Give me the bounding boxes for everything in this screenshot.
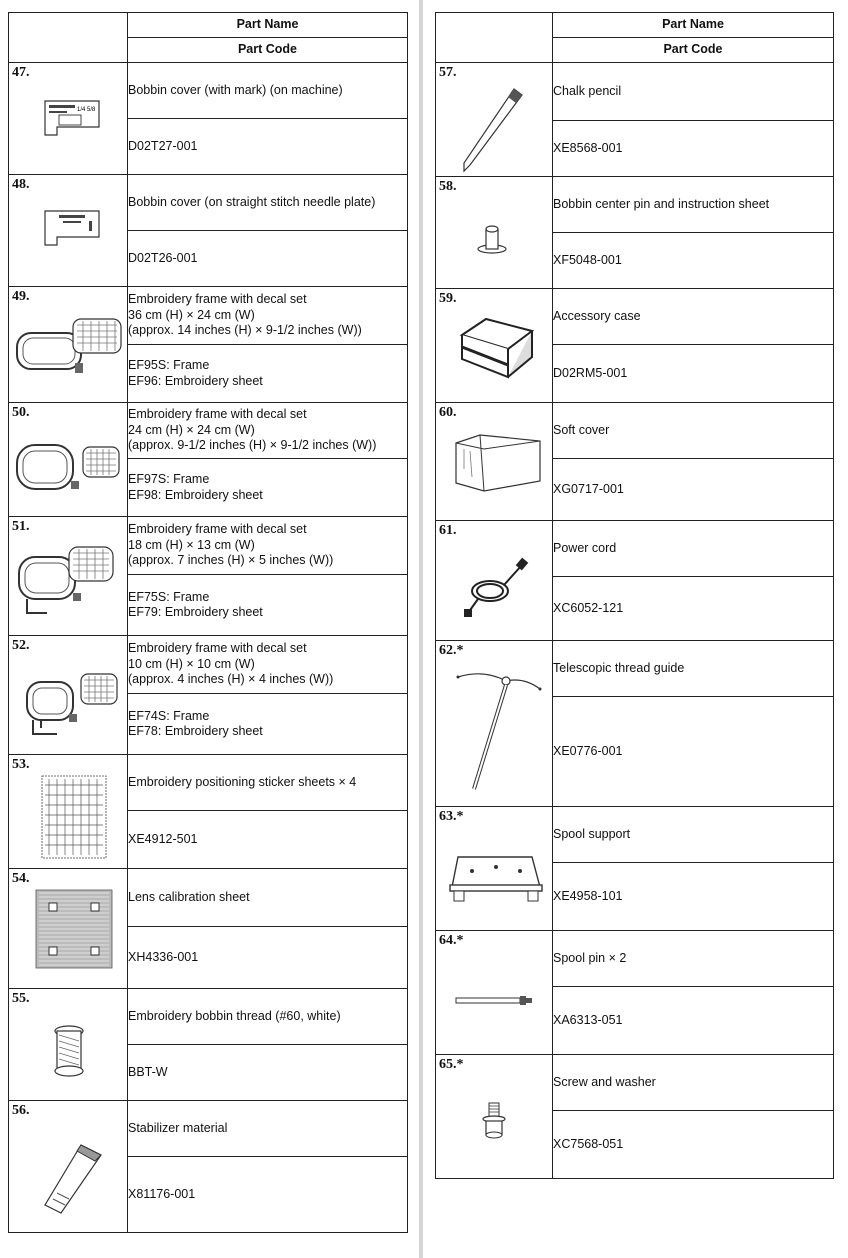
sticker-sheet-icon [41, 775, 107, 859]
spool-pin-icon [454, 993, 536, 1009]
part-name-line: Embroidery frame with decal set [128, 292, 307, 307]
item-number: 58. [439, 179, 457, 194]
item-number: 49. [12, 289, 30, 304]
bobbin-cover-mark-icon [37, 97, 107, 137]
part-code [128, 459, 408, 517]
soft-cover-icon [450, 429, 546, 499]
part-image-cell [9, 755, 128, 869]
part-code: XA6313-051 [553, 987, 834, 1055]
part-image-cell [9, 517, 128, 636]
part-name-header: Part Name [128, 13, 408, 38]
part-code-line: EF78: Embroidery sheet [128, 724, 263, 738]
accessory-case-icon [456, 313, 538, 387]
part-name [128, 636, 408, 694]
part-code-line: EF75S: Frame [128, 589, 210, 604]
item-number: 48. [12, 177, 30, 192]
part-name: Embroidery positioning sticker sheets × 4 [128, 755, 408, 811]
item-number: 55. [12, 991, 30, 1006]
part-name: Bobbin cover (with mark) (on machine) [128, 63, 408, 119]
part-image-cell [9, 287, 128, 403]
embroidery-frame-small-icon [17, 664, 125, 742]
part-code-header: Part Code [553, 38, 834, 63]
part-code-line: EF97S: Frame [128, 472, 210, 486]
part-code: D02T27-001 [128, 119, 408, 175]
item-number: 51. [12, 519, 30, 534]
part-name-line: (approx. 4 inches (H) × 4 inches (W)) [128, 672, 334, 687]
part-name-line: (approx. 9-1/2 inches (H) × 9-1/2 inches (W)) [128, 438, 377, 453]
part-image-cell [436, 289, 553, 403]
item-number: 60. [439, 405, 457, 420]
item-number: 56. [12, 1103, 30, 1118]
part-image-cell [436, 403, 553, 521]
item-number: 50. [12, 405, 30, 420]
thread-guide-icon [454, 667, 544, 797]
mark-label: 1/4 5/8 [77, 107, 96, 113]
stabilizer-tube-icon [37, 1139, 107, 1219]
part-name-line: (approx. 7 inches (H) × 5 inches (W)) [128, 553, 334, 568]
part-code [128, 694, 408, 755]
part-name-line: 36 cm (H) × 24 cm (W) [128, 307, 255, 322]
part-image-cell [436, 807, 553, 931]
part-code-line: EF79: Embroidery sheet [128, 605, 263, 619]
part-code-line: EF98: Embroidery sheet [128, 487, 263, 502]
part-image-cell [436, 177, 553, 289]
part-code-header: Part Code [128, 38, 408, 63]
part-name: Spool pin × 2 [553, 931, 834, 987]
part-name: Accessory case [553, 289, 834, 345]
part-code: XC7568-051 [553, 1111, 834, 1179]
part-name-line: (approx. 14 inches (H) × 9-1/2 inches (W)) [128, 323, 362, 338]
part-code [128, 575, 408, 636]
item-number: 61. [439, 523, 457, 538]
part-code: BBT-W [128, 1045, 408, 1101]
part-image-cell [9, 175, 128, 287]
part-image-cell [436, 931, 553, 1055]
part-name-line: 24 cm (H) × 24 cm (W) [128, 422, 255, 437]
part-code: D02RM5-001 [553, 345, 834, 403]
part-code: X81176-001 [128, 1157, 408, 1233]
part-image-cell [9, 869, 128, 989]
part-name: Power cord [553, 521, 834, 577]
part-name: Telescopic thread guide [553, 641, 834, 697]
bobbin-cover-icon [37, 207, 107, 247]
part-name [128, 403, 408, 459]
item-number: 52. [12, 638, 30, 653]
part-name: Embroidery bobbin thread (#60, white) [128, 989, 408, 1045]
part-name: Spool support [553, 807, 834, 863]
thread-spool-icon [51, 1023, 87, 1079]
header-blank-cell [436, 13, 553, 63]
part-code [128, 345, 408, 403]
part-name-line: 10 cm (H) × 10 cm (W) [128, 656, 255, 671]
part-code: XE0776-001 [553, 697, 834, 807]
item-number: 64.* [439, 933, 464, 948]
item-number: 62.* [439, 643, 464, 658]
part-image-cell [9, 1101, 128, 1233]
part-code: XE8568-001 [553, 121, 834, 177]
part-image-cell [436, 1055, 553, 1179]
part-name-header: Part Name [553, 13, 834, 38]
part-code: XH4336-001 [128, 927, 408, 989]
part-code-line: EF74S: Frame [128, 708, 210, 723]
part-image-cell [436, 521, 553, 641]
part-image-cell [436, 641, 553, 807]
part-image-cell [9, 989, 128, 1101]
column-divider [419, 0, 423, 1258]
part-name-line: Embroidery frame with decal set [128, 522, 307, 537]
header-blank-cell [9, 13, 128, 63]
part-image-cell [9, 63, 128, 175]
part-code-line: EF96: Embroidery sheet [128, 373, 263, 388]
item-number: 63.* [439, 809, 464, 824]
part-name: Bobbin center pin and instruction sheet [553, 177, 834, 233]
item-number: 54. [12, 871, 30, 886]
center-pin-icon [472, 217, 512, 257]
power-cord-icon [460, 555, 530, 619]
part-name: Lens calibration sheet [128, 869, 408, 927]
part-name: Screw and washer [553, 1055, 834, 1111]
part-code: XE4958-101 [553, 863, 834, 931]
part-name-line: Embroidery frame with decal set [128, 641, 307, 656]
part-code-line: EF95S: Frame [128, 358, 210, 372]
part-name: Chalk pencil [553, 63, 834, 121]
part-code: XE4912-501 [128, 811, 408, 869]
part-name [128, 517, 408, 575]
embroidery-frame-large-icon [13, 543, 125, 623]
part-code: XG0717-001 [553, 459, 834, 521]
part-name-line: 18 cm (H) × 13 cm (W) [128, 537, 255, 552]
part-code: XF5048-001 [553, 233, 834, 289]
spool-support-icon [442, 853, 546, 903]
item-number: 57. [439, 65, 457, 80]
part-image-cell [436, 63, 553, 177]
part-code: D02T26-001 [128, 231, 408, 287]
part-name: Bobbin cover (on straight stitch needle plate) [128, 175, 408, 231]
part-image-cell [9, 636, 128, 755]
screw-washer-icon [480, 1101, 508, 1141]
embroidery-frame-square-icon [13, 431, 125, 501]
part-name: Stabilizer material [128, 1101, 408, 1157]
item-number: 59. [439, 291, 457, 306]
part-code: XC6052-121 [553, 577, 834, 641]
chalk-pencil-icon [456, 85, 528, 175]
calibration-sheet-icon [35, 889, 113, 969]
part-image-cell [9, 403, 128, 517]
parts-table-right [435, 12, 833, 1179]
item-number: 47. [12, 65, 30, 80]
embroidery-frame-xl-icon [13, 315, 125, 385]
item-number: 65.* [439, 1057, 464, 1072]
part-name: Soft cover [553, 403, 834, 459]
part-name-line: Embroidery frame with decal set [128, 407, 307, 422]
part-name [128, 287, 408, 345]
parts-table-left [8, 12, 407, 1233]
item-number: 53. [12, 757, 30, 772]
